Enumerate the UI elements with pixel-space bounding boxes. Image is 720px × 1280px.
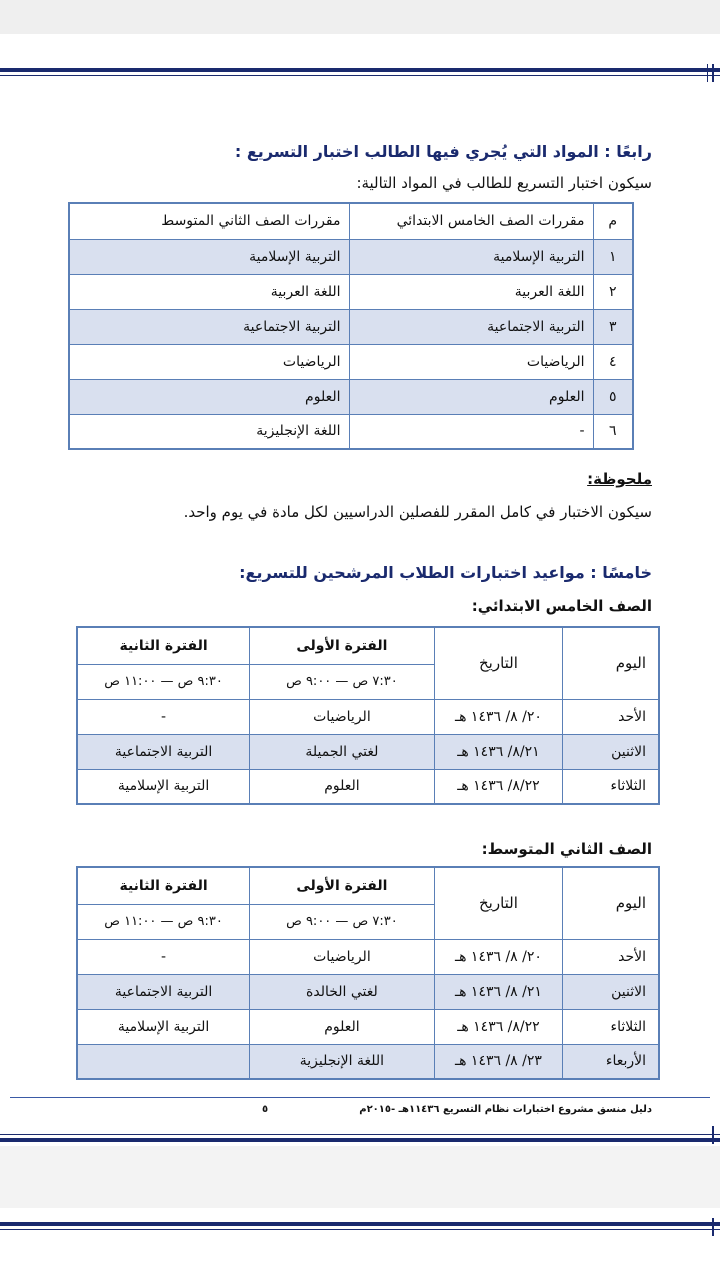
cell-period2: - bbox=[77, 699, 250, 734]
cell-day: الاثنين bbox=[563, 974, 659, 1009]
table-row bbox=[77, 769, 659, 804]
grade8-subject: التربية الاجتماعية bbox=[69, 309, 349, 344]
grade8-subject: اللغة العربية bbox=[69, 274, 349, 309]
row-index: ٣ bbox=[593, 309, 633, 344]
page-number: ٥ bbox=[262, 1104, 269, 1115]
table-row bbox=[77, 939, 659, 974]
header-period1: الفترة الأولى bbox=[250, 627, 435, 664]
next-page-border-right bbox=[712, 1218, 714, 1236]
page-border-top bbox=[0, 68, 720, 72]
cell-date: ٢١/ ٨/ ١٤٣٦ هـ bbox=[434, 974, 562, 1009]
cell-day: الأحد bbox=[563, 699, 659, 734]
grade8-subject: التربية الإسلامية bbox=[69, 239, 349, 274]
table-row bbox=[77, 974, 659, 1009]
header-date: التاريخ bbox=[434, 867, 562, 939]
cell-period1: لغتي الخالدة bbox=[250, 974, 435, 1009]
cell-period2 bbox=[77, 1044, 250, 1079]
header-period1-time: ٧:٣٠ ص — ٩:٠٠ ص bbox=[250, 904, 435, 939]
cell-date: ٢٠/ ٨/ ١٤٣٦ هـ bbox=[434, 699, 562, 734]
table-row bbox=[69, 309, 633, 344]
grade5-subject: الرياضيات bbox=[349, 344, 593, 379]
row-index: ٤ bbox=[593, 344, 633, 379]
grade5-subject: التربية الاجتماعية bbox=[349, 309, 593, 344]
table-row bbox=[77, 1009, 659, 1044]
table-row bbox=[69, 414, 633, 449]
next-page bbox=[0, 1208, 720, 1280]
table-row bbox=[77, 734, 659, 769]
grade5-subject: - bbox=[349, 414, 593, 449]
table-row bbox=[69, 274, 633, 309]
viewer-gap-top bbox=[0, 0, 720, 34]
footer-rule bbox=[10, 1097, 710, 1098]
cell-day: الثلاثاء bbox=[563, 769, 659, 804]
cell-day: الأحد bbox=[563, 939, 659, 974]
cell-date: ٢٠/ ٨/ ١٤٣٦ هـ bbox=[434, 939, 562, 974]
page-border-right bbox=[712, 64, 714, 82]
grade8-title: الصف الثاني المتوسط: bbox=[481, 840, 652, 858]
header-period1: الفترة الأولى bbox=[250, 867, 435, 904]
page-border-top-thin bbox=[0, 75, 720, 76]
section4-heading: رابعًا : المواد التي يُجري فيها الطالب اختبار التسريع : bbox=[234, 142, 652, 161]
table-row bbox=[69, 239, 633, 274]
viewer-gap-bottom bbox=[0, 1146, 720, 1208]
cell-period1: العلوم bbox=[250, 769, 435, 804]
header-period2: الفترة الثانية bbox=[77, 867, 250, 904]
page-border-right-bottom bbox=[712, 1126, 714, 1144]
grade8-subject: اللغة الإنجليزية bbox=[69, 414, 349, 449]
grade5-subject: التربية الإسلامية bbox=[349, 239, 593, 274]
cell-period2: - bbox=[77, 939, 250, 974]
cell-date: ٢٣/ ٨/ ١٤٣٦ هـ bbox=[434, 1044, 562, 1079]
page-border-right-2 bbox=[707, 64, 708, 82]
grade5-subject: اللغة العربية bbox=[349, 274, 593, 309]
grade5-title: الصف الخامس الابتدائي: bbox=[471, 597, 652, 615]
table-row bbox=[77, 1044, 659, 1079]
cell-period2: التربية الإسلامية bbox=[77, 769, 250, 804]
next-page-border-top bbox=[0, 1222, 720, 1226]
grade8-schedule-table bbox=[76, 866, 660, 1080]
note-label: ملحوظة: bbox=[587, 470, 652, 488]
cell-date: ٨/٢٢/ ١٤٣٦ هـ bbox=[434, 1009, 562, 1044]
row-index: ١ bbox=[593, 239, 633, 274]
header-period2-time: ٩:٣٠ ص — ١١:٠٠ ص bbox=[77, 664, 250, 699]
cell-period2: التربية الإسلامية bbox=[77, 1009, 250, 1044]
cell-period1: الرياضيات bbox=[250, 699, 435, 734]
grade8-subject: العلوم bbox=[69, 379, 349, 414]
header-period2-time: ٩:٣٠ ص — ١١:٠٠ ص bbox=[77, 904, 250, 939]
cell-date: ٨/٢٢/ ١٤٣٦ هـ bbox=[434, 769, 562, 804]
cell-period2: التربية الاجتماعية bbox=[77, 974, 250, 1009]
page-border-bottom-thin bbox=[0, 1134, 720, 1135]
cell-period2: التربية الاجتماعية bbox=[77, 734, 250, 769]
grade5-subject: العلوم bbox=[349, 379, 593, 414]
cell-period1: لغتي الجميلة bbox=[250, 734, 435, 769]
header-grade5: مقررات الصف الخامس الابتدائي bbox=[349, 203, 593, 239]
header-day: اليوم bbox=[563, 627, 659, 699]
next-page-border-top-thin bbox=[0, 1229, 720, 1230]
page-border-bottom bbox=[0, 1138, 720, 1142]
cell-date: ٨/٢١/ ١٤٣٦ هـ bbox=[434, 734, 562, 769]
header-grade8: مقررات الصف الثاني المتوسط bbox=[69, 203, 349, 239]
header-day: اليوم bbox=[563, 867, 659, 939]
footer-title: دليل منسق مشروع اختبارات نظام التسريع ١١٤٣٦هـ -٢٠١٥م bbox=[359, 1104, 652, 1115]
table-row bbox=[77, 699, 659, 734]
grade5-schedule-table bbox=[76, 626, 660, 805]
header-date: التاريخ bbox=[434, 627, 562, 699]
table-row bbox=[69, 344, 633, 379]
header-period1-time: ٧:٣٠ ص — ٩:٠٠ ص bbox=[250, 664, 435, 699]
cell-day: الأربعاء bbox=[563, 1044, 659, 1079]
subjects-table-header bbox=[69, 203, 633, 239]
row-index: ٢ bbox=[593, 274, 633, 309]
header-index: م bbox=[593, 203, 633, 239]
section4-intro: سيكون اختبار التسريع للطالب في المواد التالية: bbox=[356, 174, 652, 192]
cell-period1: العلوم bbox=[250, 1009, 435, 1044]
row-index: ٦ bbox=[593, 414, 633, 449]
cell-period1: الرياضيات bbox=[250, 939, 435, 974]
section5-heading: خامسًا : مواعيد اختبارات الطلاب المرشحين للتسريع: bbox=[239, 563, 652, 582]
subjects-table bbox=[68, 202, 634, 450]
grade8-subject: الرياضيات bbox=[69, 344, 349, 379]
table-row bbox=[69, 379, 633, 414]
note-text: سيكون الاختبار في كامل المقرر للفصلين الدراسيين لكل مادة في يوم واحد. bbox=[183, 503, 652, 521]
cell-day: الاثنين bbox=[563, 734, 659, 769]
cell-day: الثلاثاء bbox=[563, 1009, 659, 1044]
cell-period1: اللغة الإنجليزية bbox=[250, 1044, 435, 1079]
header-period2: الفترة الثانية bbox=[77, 627, 250, 664]
row-index: ٥ bbox=[593, 379, 633, 414]
